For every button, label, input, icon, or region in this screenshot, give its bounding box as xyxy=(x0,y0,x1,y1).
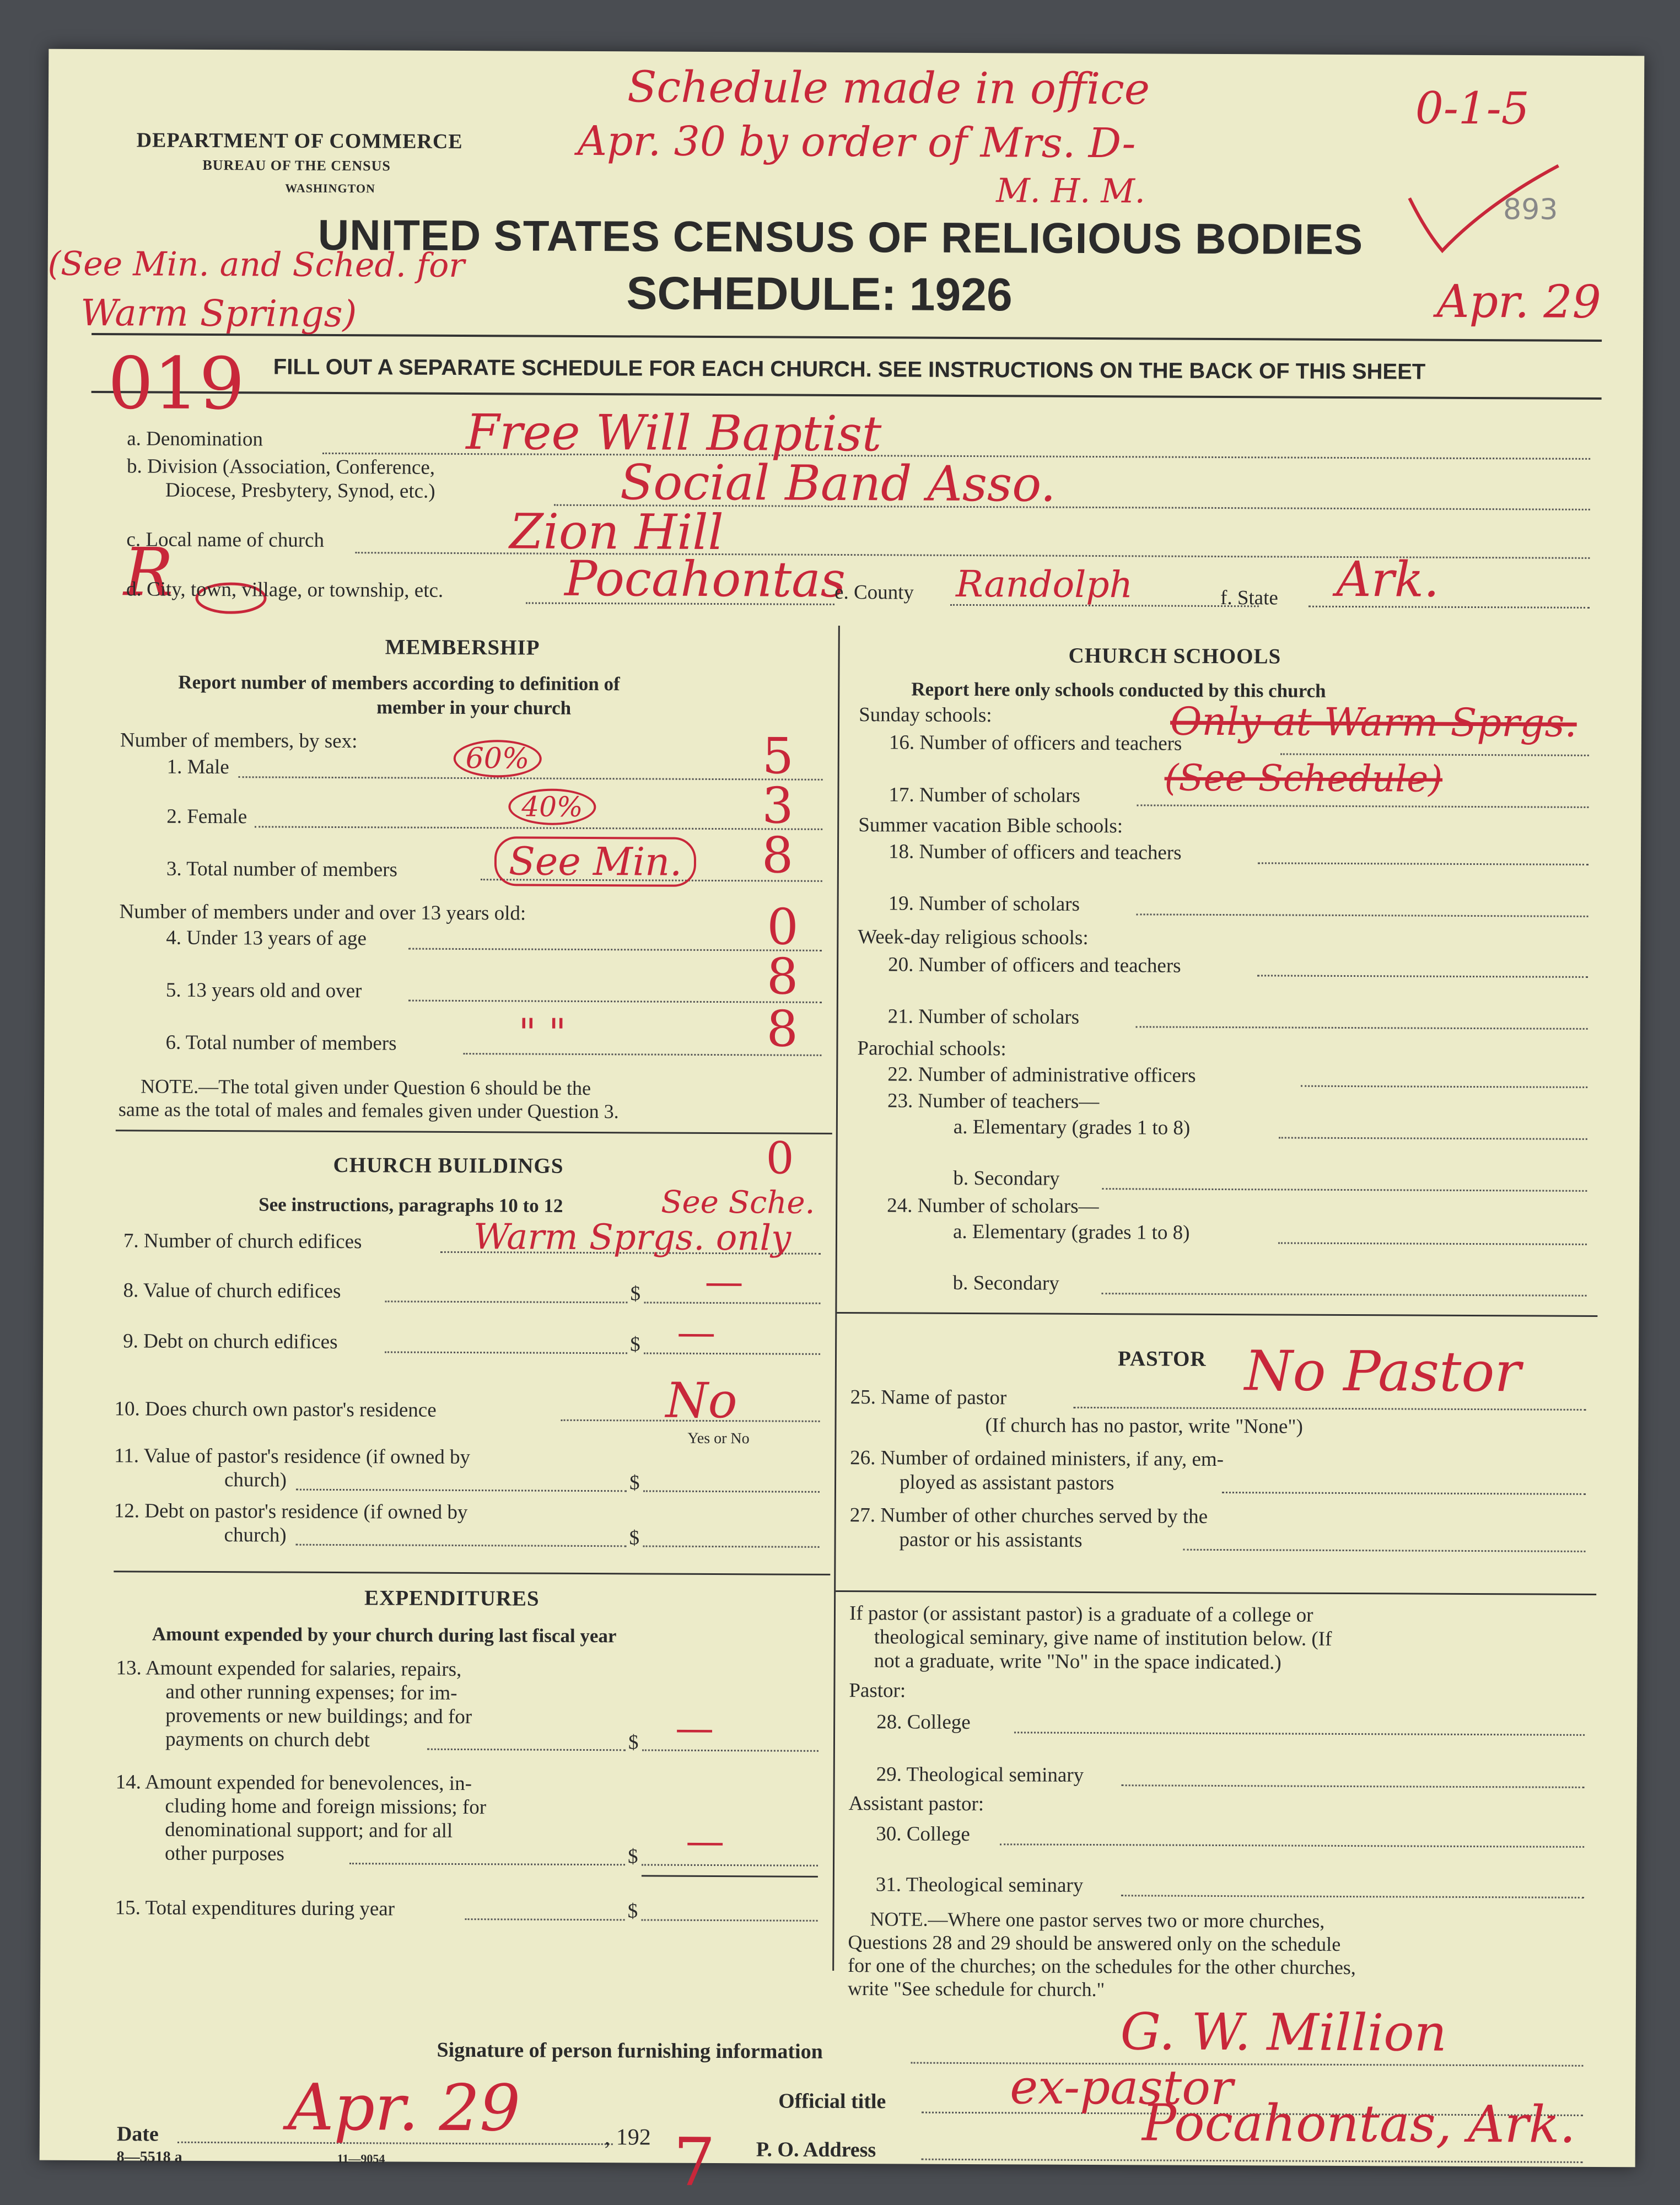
q19-label: 19. Number of scholars xyxy=(888,892,1080,916)
schools-sub: Report here only schools conducted by this church xyxy=(911,678,1326,702)
q20-line xyxy=(1257,975,1588,978)
q13-label-4: payments on church debt xyxy=(165,1728,370,1752)
denomination-label: a. Denomination xyxy=(127,427,263,451)
instruction-banner: FILL OUT A SEPARATE SCHEDULE FOR EACH CHURCH. SEE INSTRUCTIONS ON THE BACK OF THIS SHEET xyxy=(273,354,1426,384)
local-name-value[interactable]: Zion Hill xyxy=(509,503,724,561)
q12-label-2: church) xyxy=(224,1524,287,1547)
city-field-label: d. City, town, village, or township, etc. xyxy=(126,578,444,602)
q17-line xyxy=(1137,804,1589,808)
print-code: 11—9054 xyxy=(337,2152,385,2166)
check-mark-icon xyxy=(1404,159,1564,259)
po-address-line xyxy=(922,2159,1583,2163)
division-value[interactable]: Social Band Asso. xyxy=(620,454,1056,513)
division-label-2: Diocese, Presbytery, Synod, etc.) xyxy=(165,478,435,503)
q3-total-label: 3. Total number of members xyxy=(166,857,398,881)
q20-label: 20. Number of officers and teachers xyxy=(888,953,1181,977)
handwritten-note-line3: M. H. M. xyxy=(996,171,1145,211)
weekday-schools-label: Week-day religious schools: xyxy=(858,926,1089,949)
q1-line xyxy=(239,776,823,781)
q14-line-a xyxy=(349,1863,625,1865)
q2-female-value[interactable]: 3 xyxy=(762,777,794,835)
schedule-year: SCHEDULE: 1926 xyxy=(626,267,1013,321)
q6-total-value[interactable]: 8 xyxy=(766,1000,799,1058)
handwritten-number: 019 xyxy=(107,341,245,426)
q17-note: (See Schedule) xyxy=(1164,756,1443,800)
q3-total-value[interactable]: 8 xyxy=(761,826,794,885)
q1-percent-note: 60% xyxy=(454,740,542,778)
q29-seminary-label: 29. Theological seminary xyxy=(876,1763,1084,1787)
membership-sub-2: member in your church xyxy=(376,696,572,719)
q26-label-1: 26. Number of ordained ministers, if any, em- xyxy=(850,1446,1224,1471)
yes-or-no-hint: Yes or No xyxy=(687,1429,750,1448)
handwritten-code: 0-1-5 xyxy=(1415,82,1530,135)
membership-heading: MEMBERSHIP xyxy=(385,635,540,660)
q13-line-a xyxy=(427,1749,626,1751)
q11-line-b xyxy=(643,1490,820,1492)
q6-total-label: 6. Total number of members xyxy=(165,1031,397,1055)
local-name-label: c. Local name of church xyxy=(126,528,325,552)
header-rule-bottom xyxy=(91,391,1602,400)
official-title-label: Official title xyxy=(778,2089,886,2113)
members-by-age-label: Number of members under and over 13 years old: xyxy=(119,900,526,925)
q8-value-label: 8. Value of church edifices xyxy=(123,1279,341,1303)
q4-under13-label: 4. Under 13 years of age xyxy=(166,926,367,950)
q23b-line xyxy=(1102,1188,1587,1192)
buildings-sub: See instructions, paragraphs 10 to 12 xyxy=(259,1193,563,1217)
q5-over13-label: 5. 13 years old and over xyxy=(165,978,362,1003)
q18-label: 18. Number of officers and teachers xyxy=(888,840,1182,864)
membership-rule xyxy=(116,1130,832,1134)
q22-line xyxy=(1301,1085,1587,1088)
q14-label-1: 14. Amount expended for benevolences, in- xyxy=(115,1771,472,1795)
state-value[interactable]: Ark. xyxy=(1336,550,1440,608)
q8-value[interactable]: — xyxy=(704,1259,744,1305)
handwritten-note-line1: Schedule made in office xyxy=(627,62,1150,115)
q21-line xyxy=(1136,1026,1588,1030)
q1-male-label: 1. Male xyxy=(166,755,229,779)
stamp-number: 893 xyxy=(1503,193,1558,227)
q10-residence-label: 10. Does church own pastor's residence xyxy=(114,1397,437,1422)
q16-line xyxy=(1280,753,1589,756)
q26-label-2: ployed as assistant pastors xyxy=(899,1471,1114,1495)
pastor-education-label: Pastor: xyxy=(849,1679,906,1702)
q31-line xyxy=(1121,1895,1584,1899)
county-value[interactable]: Randolph xyxy=(955,562,1133,606)
membership-note-2: same as the total of males and females given under Question 3. xyxy=(118,1098,619,1123)
q13-line-b xyxy=(642,1749,819,1751)
q11-label-1: 11. Value of pastor's residence (if owned by xyxy=(114,1444,471,1469)
q11-line-a xyxy=(296,1489,627,1492)
county-label: e. County xyxy=(834,580,914,604)
city-label: WASHINGTON xyxy=(285,181,375,196)
expenditures-sub: Amount expended by your church during last fiscal year xyxy=(152,1623,617,1647)
q25-line xyxy=(1074,1407,1586,1411)
q23b-label: b. Secondary xyxy=(953,1166,1060,1190)
q13-label-3: provements or new buildings; and for xyxy=(165,1704,472,1729)
state-label: f. State xyxy=(1220,586,1278,610)
q15-dollar: $ xyxy=(627,1900,638,1923)
schools-rule xyxy=(837,1312,1597,1317)
schools-heading: CHURCH SCHOOLS xyxy=(1068,643,1281,669)
q10-value[interactable]: No xyxy=(665,1372,737,1429)
q31-seminary-label: 31. Theological seminary xyxy=(875,1873,1084,1897)
q12-dollar: $ xyxy=(629,1526,640,1550)
q14-label-2: cluding home and foreign missions; for xyxy=(165,1794,487,1819)
signature-value[interactable]: G. W. Million xyxy=(1120,2002,1447,2063)
pastor-note-1: NOTE.—Where one pastor serves two or more churches, xyxy=(870,1908,1325,1932)
official-title-value[interactable]: ex-pastor xyxy=(1010,2059,1234,2116)
q15-line-a xyxy=(465,1918,625,1921)
form-title: UNITED STATES CENSUS OF RELIGIOUS BODIES xyxy=(317,210,1364,264)
handwritten-r-mark: R xyxy=(123,534,174,611)
pastor-rule xyxy=(836,1590,1596,1595)
q26-line xyxy=(1222,1492,1586,1495)
q14-label-4: other purposes xyxy=(164,1842,285,1865)
q13-label-1: 13. Amount expended for salaries, repairs, xyxy=(116,1657,462,1681)
q13-value[interactable]: — xyxy=(675,1705,714,1751)
summer-schools-label: Summer vacation Bible schools: xyxy=(858,814,1123,838)
q27-label-1: 27. Number of other churches served by the xyxy=(849,1504,1208,1528)
graduate-instruction-1: If pastor (or assistant pastor) is a graduate of a college or xyxy=(849,1602,1313,1627)
q17-label: 17. Number of scholars xyxy=(889,783,1080,807)
pastor-heading: PASTOR xyxy=(1117,1347,1207,1371)
q30-college-label: 30. College xyxy=(876,1822,970,1846)
q28-line xyxy=(1014,1731,1585,1736)
bureau-label: BUREAU OF THE CENSUS xyxy=(202,157,391,174)
q24-label: 24. Number of scholars— xyxy=(887,1194,1099,1218)
buildings-heading: CHURCH BUILDINGS xyxy=(333,1153,564,1178)
q2-percent-note: 40% xyxy=(508,788,596,825)
q1-male-value[interactable]: 5 xyxy=(762,727,794,786)
pastor-note-4: write "See schedule for church." xyxy=(847,1977,1105,2001)
membership-note-1: NOTE.—The total given under Question 6 should be the xyxy=(141,1075,591,1100)
q7-edifices-label: 7. Number of church edifices xyxy=(123,1229,362,1254)
q23a-label: a. Elementary (grades 1 to 8) xyxy=(953,1115,1191,1139)
handwritten-side-note-1: (See Min. and Sched. for xyxy=(47,244,465,285)
q5-over13-value[interactable]: 8 xyxy=(766,948,799,1006)
membership-sub-1: Report number of members according to definition of xyxy=(178,671,620,695)
q27-label-2: pastor or his assistants xyxy=(899,1528,1083,1552)
q15-line-b xyxy=(642,1919,818,1921)
q9-debt-label: 9. Debt on church edifices xyxy=(123,1330,338,1354)
q2-line xyxy=(255,826,822,830)
handwritten-note-line2: Apr. 30 by order of Mrs. D- xyxy=(577,117,1136,168)
q25-pastor-value[interactable]: No Pastor xyxy=(1244,1338,1521,1405)
q8-line-a xyxy=(385,1300,627,1303)
q24a-line xyxy=(1278,1242,1587,1245)
q7-edifices-value[interactable]: 0 xyxy=(766,1132,794,1184)
buildings-rule xyxy=(114,1571,830,1575)
q29-line xyxy=(1122,1784,1585,1788)
q28-college-label: 28. College xyxy=(876,1711,971,1734)
q11-dollar: $ xyxy=(629,1471,640,1494)
q16-note: Only at Warm Sprgs. xyxy=(1170,698,1577,746)
q14-line-b xyxy=(642,1864,818,1866)
date-value[interactable]: Apr. 29 xyxy=(287,2070,521,2146)
handwritten-date: Apr. 29 xyxy=(1436,275,1601,329)
members-by-sex-label: Number of members, by sex: xyxy=(120,729,358,753)
division-label-1: b. Division (Association, Conference, xyxy=(126,455,435,479)
q7-see-schedule-note: See Sche. xyxy=(661,1184,815,1221)
assistant-pastor-label: Assistant pastor: xyxy=(848,1792,984,1816)
parochial-schools-label: Parochial schools: xyxy=(857,1037,1006,1061)
q12-label-1: 12. Debt on pastor's residence (if owned by xyxy=(114,1499,468,1524)
q9-line-a xyxy=(385,1351,627,1354)
q9-dollar: $ xyxy=(630,1333,640,1356)
sunday-schools-label: Sunday schools: xyxy=(859,703,992,727)
q7-warm-springs-note: Warm Sprgs. only xyxy=(473,1217,791,1259)
q4-line xyxy=(408,948,822,951)
q6-ditto-marks: " " xyxy=(518,1010,567,1056)
expenditures-heading: EXPENDITURES xyxy=(364,1586,540,1611)
po-address-value[interactable]: Pocahontas, Ark. xyxy=(1141,2093,1576,2154)
form-number: 8—5518 a xyxy=(116,2148,182,2166)
q25-hint: (If church has no pastor, write "None") xyxy=(985,1414,1303,1438)
q25-label: 25. Name of pastor xyxy=(850,1386,1007,1410)
q2-female-label: 2. Female xyxy=(166,805,247,829)
q4-under13-value[interactable]: 0 xyxy=(767,898,799,956)
q9-line-b xyxy=(644,1352,820,1354)
q19-line xyxy=(1137,913,1589,917)
q15-label: 15. Total expenditures during year xyxy=(115,1896,395,1921)
po-address-label: P. O. Address xyxy=(756,2138,876,2162)
denomination-value[interactable]: Free Will Baptist xyxy=(466,404,882,462)
q13-dollar: $ xyxy=(628,1731,639,1754)
q23a-line xyxy=(1279,1137,1587,1139)
q27-line xyxy=(1183,1549,1586,1552)
year-prefix: , 192 xyxy=(604,2125,651,2150)
q24b-line xyxy=(1102,1293,1587,1297)
year-digit-value[interactable]: 7 xyxy=(673,2124,716,2202)
q16-label: 16. Number of officers and teachers xyxy=(889,731,1182,755)
q14-dollar: $ xyxy=(627,1845,638,1868)
pastor-note-3: for one of the churches; on the schedules for the other churches, xyxy=(848,1954,1356,1979)
q21-label: 21. Number of scholars xyxy=(887,1005,1080,1029)
q23-label: 23. Number of teachers— xyxy=(887,1089,1100,1114)
q12-line-b xyxy=(643,1545,820,1547)
graduate-instruction-2: theological seminary, give name of institution below. (If xyxy=(874,1626,1332,1650)
q14-label-3: denominational support; and for all xyxy=(165,1818,453,1842)
column-divider xyxy=(832,626,840,1971)
q13-label-2: and other running expenses; for im- xyxy=(165,1680,457,1704)
date-label: Date xyxy=(116,2122,159,2146)
q11-label-2: church) xyxy=(224,1469,287,1492)
city-value[interactable]: Pocahontas xyxy=(564,550,846,609)
q18-line xyxy=(1258,862,1589,865)
q14-total-rule xyxy=(642,1875,818,1877)
q24b-label: b. Secondary xyxy=(952,1271,1059,1295)
q9-value[interactable]: — xyxy=(677,1309,716,1356)
department-label: DEPARTMENT OF COMMERCE xyxy=(136,128,463,153)
q3-see-min-note: See Min. xyxy=(494,836,697,887)
q5-line xyxy=(408,1000,822,1003)
q8-dollar: $ xyxy=(630,1282,641,1305)
q22-label: 22. Number of administrative officers xyxy=(887,1063,1196,1087)
graduate-instruction-3: not a graduate, write "No" in the space indicated.) xyxy=(874,1649,1281,1674)
q24a-label: a. Elementary (grades 1 to 8) xyxy=(952,1220,1190,1244)
signature-label: Signature of person furnishing information xyxy=(437,2038,823,2063)
q14-value[interactable]: — xyxy=(686,1818,725,1864)
q12-line-a xyxy=(296,1544,627,1547)
pastor-note-2: Questions 28 and 29 should be answered only on the schedule xyxy=(848,1931,1341,1955)
census-schedule-paper xyxy=(40,49,1645,2202)
handwritten-side-note-2: Warm Springs) xyxy=(80,291,357,336)
q30-line xyxy=(1000,1843,1584,1848)
